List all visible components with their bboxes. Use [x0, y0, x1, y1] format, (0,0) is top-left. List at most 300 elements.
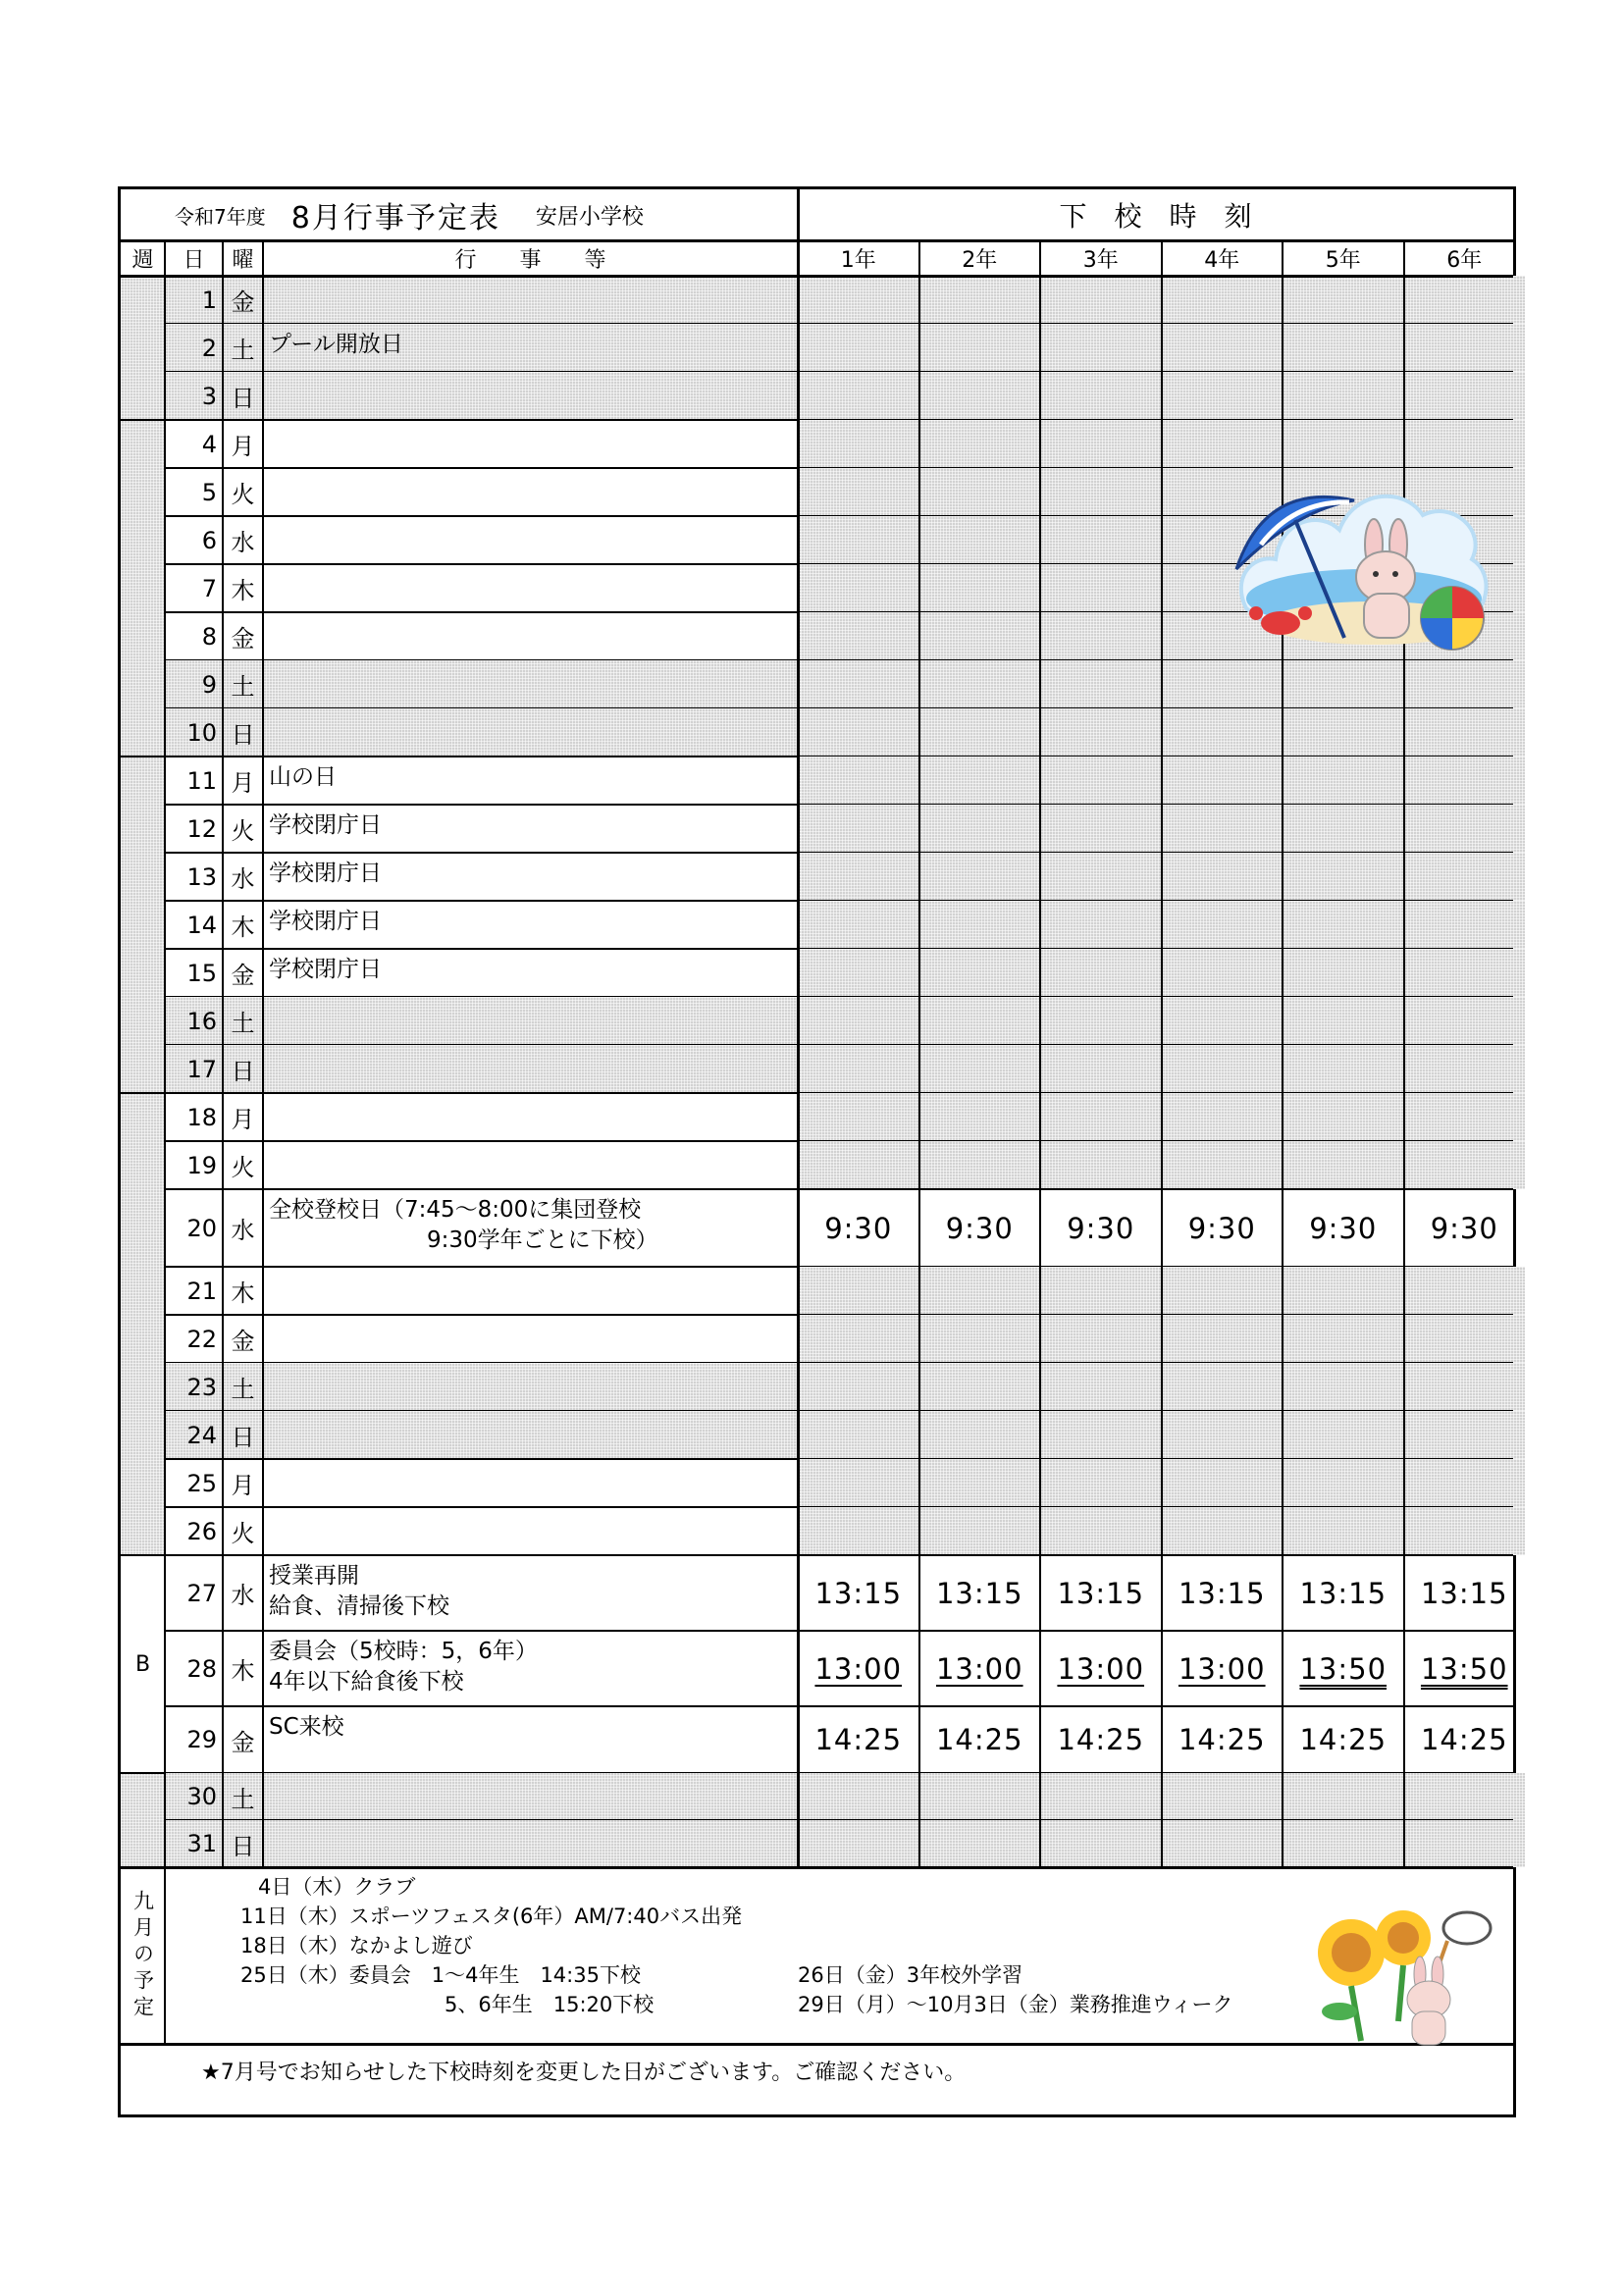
weekday: 水: [231, 1217, 255, 1244]
weekday: 木: [231, 1657, 255, 1685]
event-text: 授業再開 給食、清掃後下校: [269, 1563, 449, 1619]
column-divider: [1039, 240, 1041, 1867]
empty-time-cell: [1040, 1411, 1162, 1459]
weekday: 日: [223, 708, 263, 757]
dismissal-time-value: 14:25: [814, 1723, 903, 1756]
empty-time-cell: [1162, 1363, 1283, 1411]
event-text: [263, 372, 798, 420]
dismissal-time-value: 9:30: [824, 1211, 893, 1245]
table-bottom-border: [121, 1866, 1513, 1869]
weekday: 水: [231, 865, 255, 893]
event-text: 学校閉庁日: [269, 957, 382, 982]
event-text: [263, 468, 798, 516]
event-text: SC来校: [269, 1714, 344, 1740]
week-divider: [121, 1772, 165, 1774]
day-number: 3: [165, 372, 223, 420]
empty-time-cell: [798, 564, 919, 612]
empty-time-cell: [919, 1045, 1041, 1093]
empty-time-cell: [919, 468, 1041, 516]
column-divider: [797, 189, 800, 1867]
empty-time-cell: [798, 853, 919, 901]
day-number: 24: [165, 1411, 223, 1459]
september-event: 29日（月）～10月3日（金）業務推進ウィーク: [798, 1993, 1233, 2016]
empty-time-cell: [1040, 901, 1162, 949]
dismissal-time: [798, 1555, 919, 1631]
weekday: 火: [231, 481, 255, 508]
dismissal-time: [1283, 1555, 1404, 1631]
empty-time-cell: [1040, 1267, 1162, 1315]
empty-time-cell: [1404, 805, 1526, 853]
empty-time-cell: [1162, 1267, 1283, 1315]
empty-time-cell: [798, 1411, 919, 1459]
dismissal-time: [798, 1189, 919, 1267]
dismissal-time: [1283, 1189, 1404, 1267]
empty-time-cell: [798, 1773, 919, 1820]
day-number: 11: [186, 766, 217, 795]
dismissal-time: [1404, 1631, 1526, 1706]
empty-time-cell: [1162, 276, 1283, 324]
empty-time-cell: [1404, 1315, 1526, 1363]
empty-time-cell: [798, 1459, 919, 1507]
week-divider: [121, 419, 165, 421]
empty-time-cell: [1040, 853, 1162, 901]
beach-ball-icon: [1421, 587, 1484, 650]
empty-time-cell: [1040, 805, 1162, 853]
weekday: 日: [223, 1411, 263, 1459]
empty-time-cell: [1404, 1411, 1526, 1459]
event-text: [263, 997, 798, 1045]
empty-time-cell: [1404, 757, 1526, 805]
empty-time-cell: [798, 1267, 919, 1315]
week-cell: [121, 420, 165, 757]
weekday: 月: [231, 1472, 255, 1499]
empty-time-cell: [1283, 997, 1404, 1045]
empty-time-cell: [798, 1141, 919, 1189]
weekday: 日: [223, 1045, 263, 1093]
sunflower-illustration: [1310, 1904, 1496, 2051]
event-text: [263, 1363, 798, 1411]
weekday: 金: [231, 1728, 255, 1756]
empty-time-cell: [1283, 1315, 1404, 1363]
grade-column-header: 4年: [1204, 247, 1240, 273]
empty-time-cell: [1162, 1820, 1283, 1867]
weekday: 火: [231, 1154, 255, 1181]
day-number: 10: [165, 708, 223, 757]
empty-time-cell: [1040, 1507, 1162, 1555]
weekday: 土: [223, 660, 263, 708]
dismissal-time: [1283, 1631, 1404, 1706]
empty-time-cell: [919, 324, 1041, 372]
empty-time-cell: [1162, 1459, 1283, 1507]
day-number: 14: [186, 911, 217, 939]
dismissal-time-value: 9:30: [1430, 1211, 1498, 1245]
weekday: 日: [223, 1820, 263, 1867]
empty-time-cell: [1404, 276, 1526, 324]
day-number: 18: [186, 1103, 217, 1131]
grade-column-header: 1年: [840, 247, 876, 273]
empty-time-cell: [1283, 276, 1404, 324]
empty-time-cell: [1162, 1315, 1283, 1363]
grade-column-header: 6年: [1446, 247, 1483, 273]
dismissal-time-value: 9:30: [1067, 1211, 1135, 1245]
empty-time-cell: [1404, 372, 1526, 420]
empty-time-cell: [1162, 1507, 1283, 1555]
dismissal-time: [1040, 1555, 1162, 1631]
week-cell: [121, 1773, 165, 1867]
event-text: [263, 1411, 798, 1459]
event-text: [263, 1141, 798, 1189]
dismissal-time-value: 13:15: [1178, 1576, 1266, 1610]
empty-time-cell: [1162, 757, 1283, 805]
empty-time-cell: [798, 660, 919, 708]
empty-time-cell: [1162, 708, 1283, 757]
day-number: 7: [201, 574, 217, 602]
empty-time-cell: [798, 1045, 919, 1093]
day-number: 1: [165, 276, 223, 324]
empty-time-cell: [1283, 1363, 1404, 1411]
weekday: 木: [231, 913, 255, 941]
empty-time-cell: [798, 1093, 919, 1141]
empty-time-cell: [1404, 1363, 1526, 1411]
empty-time-cell: [1040, 612, 1162, 660]
dismissal-time-value: 14:25: [1057, 1723, 1145, 1756]
empty-time-cell: [1404, 901, 1526, 949]
event-text: [263, 516, 798, 564]
column-divider: [222, 240, 224, 1867]
event-text: [263, 660, 798, 708]
empty-time-cell: [1283, 901, 1404, 949]
bunny-icon: [1407, 1957, 1450, 2045]
empty-time-cell: [1040, 708, 1162, 757]
dismissal-time-value: 14:25: [1178, 1723, 1266, 1756]
event-text: プール開放日: [263, 324, 798, 372]
grade-column-header: 2年: [962, 247, 998, 273]
day-number: 20: [186, 1214, 217, 1242]
day-number: 12: [186, 814, 217, 843]
dismissal-time: [1040, 1631, 1162, 1706]
event-text: [263, 1820, 798, 1867]
empty-time-cell: [1040, 660, 1162, 708]
empty-time-cell: [919, 1459, 1041, 1507]
empty-time-cell: [919, 757, 1041, 805]
day-number: 5: [201, 478, 217, 506]
dismissal-time: [1404, 1189, 1526, 1267]
empty-time-cell: [798, 949, 919, 997]
empty-time-cell: [1283, 1820, 1404, 1867]
beach-illustration: [1227, 461, 1492, 657]
day-number: 23: [165, 1363, 223, 1411]
empty-time-cell: [919, 1820, 1041, 1867]
empty-time-cell: [798, 276, 919, 324]
empty-time-cell: [1283, 1773, 1404, 1820]
empty-time-cell: [919, 1773, 1041, 1820]
empty-time-cell: [919, 1315, 1041, 1363]
day-number: 31: [165, 1820, 223, 1867]
empty-time-cell: [1162, 1093, 1283, 1141]
event-text: [263, 1093, 798, 1141]
september-label: 九月の予定: [131, 1889, 155, 2022]
empty-time-cell: [1040, 1093, 1162, 1141]
week-column-header: 週: [131, 247, 154, 273]
empty-time-cell: [1404, 949, 1526, 997]
event-text: [263, 612, 798, 660]
dismissal-time-value: 13:15: [1057, 1576, 1145, 1610]
dismissal-time-value: 13:50: [1420, 1651, 1508, 1686]
empty-time-cell: [1040, 324, 1162, 372]
dismissal-time-value: 13:50: [1299, 1651, 1388, 1686]
event-text: 山の日: [269, 764, 337, 790]
empty-time-cell: [1162, 949, 1283, 997]
empty-time-cell: [919, 1411, 1041, 1459]
empty-time-cell: [1040, 1315, 1162, 1363]
fiscal-year-label: 令和7年度: [175, 204, 266, 229]
empty-time-cell: [1283, 324, 1404, 372]
week-b-label: B: [134, 1651, 151, 1677]
day-number: 2: [165, 324, 223, 372]
dismissal-time: [798, 1706, 919, 1773]
weekday-column-header: 曜: [232, 247, 254, 273]
weekday: 月: [231, 769, 255, 797]
event-text: 学校閉庁日: [269, 861, 382, 886]
weekday: 金: [231, 625, 255, 652]
empty-time-cell: [1162, 372, 1283, 420]
empty-time-cell: [1283, 1507, 1404, 1555]
weekday: 水: [231, 1582, 255, 1609]
week-cell: [121, 1093, 165, 1555]
dismissal-time-value: 14:25: [1420, 1723, 1508, 1756]
september-event: 26日（金）3年校外学習: [798, 1963, 1023, 1987]
page-title: 8月行事予定表: [290, 201, 500, 235]
dismissal-time-value: 13:00: [935, 1651, 1023, 1686]
empty-time-cell: [1404, 660, 1526, 708]
event-text: 学校閉庁日: [269, 812, 382, 838]
empty-time-cell: [1404, 324, 1526, 372]
empty-time-cell: [1283, 1267, 1404, 1315]
empty-time-cell: [1040, 757, 1162, 805]
dismissal-time-value: 13:00: [1057, 1651, 1145, 1686]
weekday: 土: [223, 997, 263, 1045]
empty-time-cell: [1283, 1141, 1404, 1189]
weekday: 土: [223, 1773, 263, 1820]
empty-time-cell: [919, 372, 1041, 420]
week-divider: [121, 1554, 165, 1556]
column-divider: [164, 240, 166, 1867]
empty-time-cell: [919, 949, 1041, 997]
dismissal-time: [919, 1706, 1041, 1773]
day-column-header: 日: [183, 247, 205, 273]
empty-time-cell: [1040, 1459, 1162, 1507]
empty-time-cell: [919, 564, 1041, 612]
footer-note: ★7月号でお知らせした下校時刻を変更した日がございます。ご確認ください。: [201, 2061, 967, 2085]
empty-time-cell: [798, 468, 919, 516]
dismissal-time: [1162, 1189, 1283, 1267]
empty-time-cell: [798, 420, 919, 468]
empty-time-cell: [798, 708, 919, 757]
day-number: 8: [201, 622, 217, 651]
week-divider: [121, 1092, 165, 1094]
empty-time-cell: [1404, 853, 1526, 901]
empty-time-cell: [1162, 805, 1283, 853]
empty-time-cell: [1040, 1045, 1162, 1093]
empty-time-cell: [1404, 1141, 1526, 1189]
dismissal-time-value: 13:00: [1178, 1651, 1266, 1686]
empty-time-cell: [1404, 1093, 1526, 1141]
weekday: 土: [223, 1363, 263, 1411]
empty-time-cell: [919, 1141, 1041, 1189]
empty-time-cell: [919, 1093, 1041, 1141]
empty-time-cell: [1040, 1141, 1162, 1189]
empty-time-cell: [919, 1363, 1041, 1411]
empty-time-cell: [1040, 997, 1162, 1045]
dismissal-time-value: 9:30: [1309, 1211, 1378, 1245]
september-event: 25日（木）委員会 1～4年生 14:35下校: [240, 1963, 641, 1987]
empty-time-cell: [1040, 468, 1162, 516]
event-text: [263, 276, 798, 324]
title-block: [121, 189, 798, 240]
empty-time-cell: [1040, 1820, 1162, 1867]
empty-time-cell: [1162, 853, 1283, 901]
empty-time-cell: [919, 660, 1041, 708]
dismissal-time: [1283, 1706, 1404, 1773]
dismissal-time: [919, 1631, 1041, 1706]
column-divider: [262, 240, 264, 1867]
dismissal-time: [1162, 1555, 1283, 1631]
empty-time-cell: [1404, 1507, 1526, 1555]
september-event: 11日（木）スポーツフェスタ(6年）AM/7:40バス出発: [240, 1905, 743, 1928]
week-divider: [121, 756, 165, 757]
empty-time-cell: [1162, 1773, 1283, 1820]
empty-time-cell: [798, 997, 919, 1045]
empty-time-cell: [1162, 660, 1283, 708]
empty-time-cell: [919, 1507, 1041, 1555]
empty-time-cell: [798, 372, 919, 420]
day-number: 21: [186, 1277, 217, 1305]
empty-time-cell: [1283, 1093, 1404, 1141]
empty-time-cell: [919, 516, 1041, 564]
weekday: 金: [231, 1328, 255, 1355]
dismissal-time: [919, 1189, 1041, 1267]
column-divider: [1161, 240, 1163, 1867]
empty-time-cell: [1404, 997, 1526, 1045]
weekday: 木: [231, 577, 255, 604]
empty-time-cell: [798, 516, 919, 564]
september-event: 18日（木）なかよし遊び: [240, 1934, 473, 1957]
empty-time-cell: [1404, 1773, 1526, 1820]
event-text: [263, 1507, 798, 1555]
dismissal-time-value: 13:00: [814, 1651, 903, 1686]
weekday: 土: [223, 324, 263, 372]
dismissal-time-value: 13:15: [935, 1576, 1023, 1610]
empty-time-cell: [1404, 1820, 1526, 1867]
empty-time-cell: [919, 901, 1041, 949]
empty-time-cell: [1283, 805, 1404, 853]
empty-time-cell: [1283, 1459, 1404, 1507]
empty-time-cell: [798, 324, 919, 372]
empty-time-cell: [919, 612, 1041, 660]
empty-time-cell: [1040, 420, 1162, 468]
empty-time-cell: [1283, 853, 1404, 901]
empty-time-cell: [798, 805, 919, 853]
empty-time-cell: [798, 1507, 919, 1555]
dismissal-time: [1404, 1706, 1526, 1773]
empty-time-cell: [1040, 1773, 1162, 1820]
dismissal-time-value: 14:25: [935, 1723, 1023, 1756]
september-event: 5、6年生 15:20下校: [445, 1993, 655, 2016]
empty-time-cell: [1162, 997, 1283, 1045]
empty-time-cell: [1162, 324, 1283, 372]
empty-time-cell: [919, 853, 1041, 901]
dismissal-time-value: 9:30: [1187, 1211, 1256, 1245]
day-number: 16: [165, 997, 223, 1045]
empty-time-cell: [798, 757, 919, 805]
empty-time-cell: [919, 805, 1041, 853]
empty-time-cell: [1283, 1045, 1404, 1093]
day-number: 13: [186, 862, 217, 891]
dismissal-time-value: 13:15: [1420, 1576, 1508, 1610]
event-text: [263, 564, 798, 612]
empty-time-cell: [919, 276, 1041, 324]
weekday: 火: [231, 1520, 255, 1547]
empty-time-cell: [1283, 660, 1404, 708]
column-divider: [918, 240, 920, 1867]
event-text: [263, 1045, 798, 1093]
empty-time-cell: [1283, 708, 1404, 757]
september-event: 4日（木）クラブ: [258, 1875, 416, 1899]
empty-time-cell: [1404, 1045, 1526, 1093]
weekday: 月: [231, 1106, 255, 1133]
day-number: 29: [186, 1726, 217, 1753]
day-number: 4: [201, 430, 217, 458]
event-text: 全校登校日（7:45～8:00に集団登校 9:30学年ごとに下校）: [269, 1197, 658, 1253]
day-number: 15: [186, 959, 217, 987]
day-number: 19: [186, 1151, 217, 1179]
empty-time-cell: [1040, 276, 1162, 324]
empty-time-cell: [798, 1315, 919, 1363]
empty-time-cell: [798, 901, 919, 949]
dismissal-time: [1162, 1631, 1283, 1706]
event-text: [263, 708, 798, 757]
empty-time-cell: [1283, 757, 1404, 805]
dismissal-time: [1040, 1189, 1162, 1267]
dismissal-time-value: 13:15: [814, 1576, 903, 1610]
dismissal-time-heading: 下 校 時 刻: [1059, 200, 1252, 233]
weekday: 月: [231, 433, 255, 460]
grade-column-header: 3年: [1082, 247, 1119, 273]
dismissal-time-value: 13:15: [1299, 1576, 1388, 1610]
empty-time-cell: [1162, 1141, 1283, 1189]
empty-time-cell: [919, 708, 1041, 757]
weekday: 木: [231, 1279, 255, 1307]
empty-time-cell: [919, 420, 1041, 468]
weekday: 金: [231, 962, 255, 989]
event-text: [263, 1773, 798, 1820]
day-number: 9: [165, 660, 223, 708]
weekday: 水: [231, 529, 255, 556]
weekday: 火: [231, 817, 255, 845]
empty-time-cell: [1040, 1363, 1162, 1411]
header-divider: [121, 239, 1513, 242]
dismissal-time: [1162, 1706, 1283, 1773]
empty-time-cell: [1040, 516, 1162, 564]
empty-time-cell: [1040, 949, 1162, 997]
empty-time-cell: [798, 612, 919, 660]
day-number: 22: [186, 1325, 217, 1353]
dismissal-time-value: 14:25: [1299, 1723, 1388, 1756]
empty-time-cell: [919, 997, 1041, 1045]
events-column-header: 行 事 等: [454, 247, 606, 273]
event-text: 委員会（5校時：5，6年） 4年以下給食後下校: [269, 1639, 538, 1695]
day-number: 30: [165, 1773, 223, 1820]
